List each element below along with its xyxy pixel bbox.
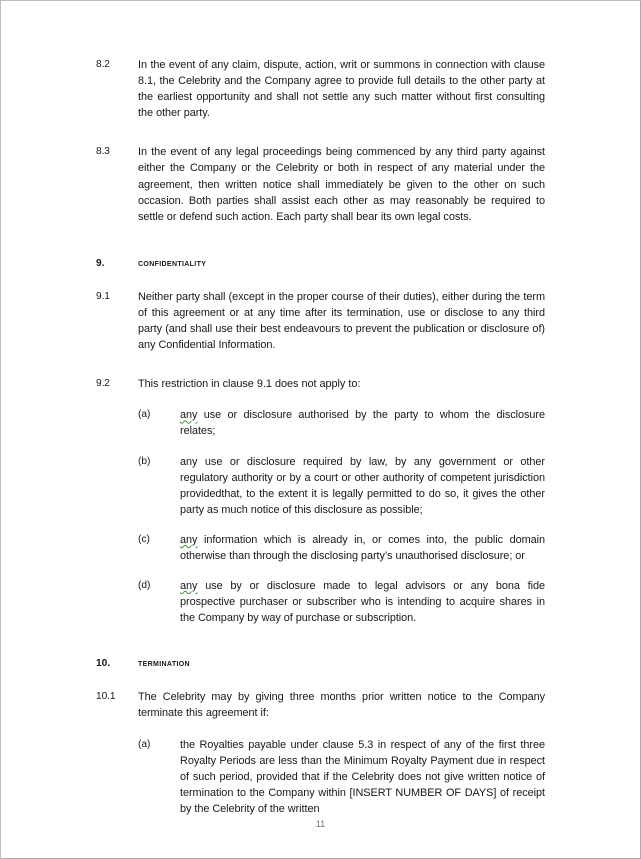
clause-9-2 [96, 376, 545, 392]
sub-item-c-text [180, 532, 545, 564]
clause-10-1 [96, 689, 545, 721]
grammar-flagged-word: any [180, 533, 198, 546]
document-body [96, 57, 545, 831]
spacer [96, 368, 545, 376]
list-item [138, 407, 545, 439]
sub-item-10-1-a-label: (a) [138, 738, 151, 750]
clause-10-1-sublist [138, 737, 545, 817]
spacer [96, 136, 545, 144]
page-number: 11 [315, 819, 326, 829]
section-10-title: termination [138, 658, 190, 670]
clause-9-1-number: 9.1 [96, 290, 110, 302]
sub-item-d-label: (d) [138, 580, 151, 592]
clause-9-1 [96, 289, 545, 353]
clause-10-1-number: 10.1 [96, 691, 116, 703]
clause-9-1-text: Neither party shall (except in the proper course of their duties), either during the term of this agreement or at any time after its termination, use or disclose to any third party (and shall use their best endeavours to prevent the publication or disclosure of) any Confidential Information. [138, 290, 545, 352]
sub-item-d-text [180, 578, 545, 626]
clause-9-2-text: This restriction in clause 9.1 does not apply to: [138, 378, 361, 391]
list-item [138, 578, 545, 626]
section-10-number: 10. [96, 658, 111, 670]
sub-item-c-label: (c) [138, 533, 150, 545]
grammar-flagged-word: any [180, 409, 198, 422]
clause-10-1-text: The Celebrity may by giving three months prior written notice to the Company terminate this agreement if: [138, 691, 545, 720]
list-item [138, 532, 545, 564]
sub-item-a-label: (a) [138, 409, 151, 421]
clause-8-3 [96, 144, 545, 224]
clause-8-3-number: 8.3 [96, 146, 110, 158]
grammar-flagged-word: any [180, 580, 198, 593]
sub-item-a-text [180, 407, 545, 439]
sub-item-d-body: use by or disclosure made to legal advisors or any bona fide prospective purchaser or subscriber who is intending to acquire shares in the Company by way of purchase or subscription. [180, 580, 545, 625]
clause-8-3-text: In the event of any legal proceedings being commenced by any third party against either the Company or the Celebrity or both in respect of any material under the agreement, then written notice shall immediately be given to the other on such occasion. Both parties shall assist each other as may reasonably be required to settle or defend such action. Each party shall bear its own legal costs. [138, 146, 545, 223]
spacer [96, 240, 545, 254]
clause-9-2-sublist [138, 407, 545, 626]
clause-8-2-text: In the event of any claim, dispute, action, writ or summons in connection with clause 8.1, the Celebrity and the Company agree to provide full details to the other party at the earliest opportunity and shall not settle any such matter without first consulting the other party. [138, 59, 545, 120]
list-item [138, 737, 545, 817]
clause-9-2-number: 9.2 [96, 378, 110, 390]
sub-item-a-body: use or disclosure authorised by the party to whom the disclosure relates; [180, 409, 545, 438]
clause-8-2-number: 8.2 [96, 59, 110, 70]
sub-item-c-body: information which is already in, or comes into, the public domain otherwise than through the disclosing party’s unauthorised disclosure; or [180, 533, 545, 562]
section-heading-confidentiality [96, 256, 545, 272]
sub-item-b-text: any use or disclosure required by law, by any government or other regulatory authority or by a court or other authority of competent jurisdiction providedthat, to the extent it is legally permitted to do so, it gives the other party as much notice of this disclosure as possible; [180, 455, 545, 516]
section-9-number: 9. [96, 257, 105, 269]
spacer [96, 640, 545, 654]
sub-item-b-label: (b) [138, 455, 151, 467]
section-9-title: confidentiality [138, 257, 207, 269]
list-item [138, 454, 545, 518]
clause-8-2 [96, 57, 545, 121]
section-heading-termination [96, 656, 545, 672]
sub-item-10-1-a-text: the Royalties payable under clause 5.3 in respect of any of the first three Royalty Periods are less than the Minimum Royalty Payment due in respect of such period, provided that if the Celebrity does not give written notice of termination to the Company within [INSERT NUMBER OF DAYS] of receipt by the Celebrity of the written [180, 738, 545, 815]
